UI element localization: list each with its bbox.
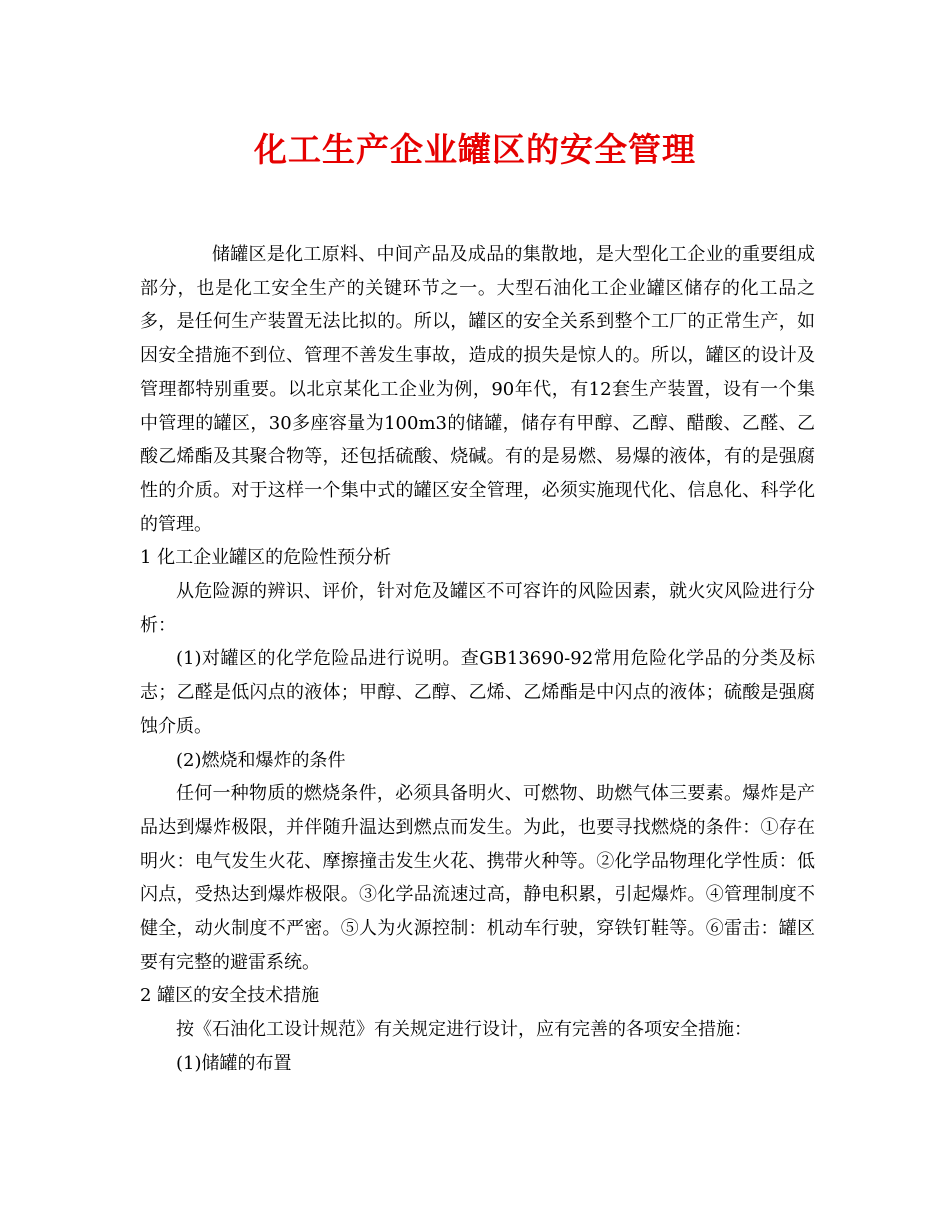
paragraph-hazard-analysis: 从危险源的辨识、评价，针对危及罐区不可容许的风险因素，就火灾风险进行分析： bbox=[140, 581, 815, 636]
paragraph-item-1: (1)对罐区的化学危险品进行说明。查GB13690-92常用危险化学品的分类及标志；乙醛是低闪点的液体；甲醇、乙醇、乙烯、乙烯酯是中闪点的液体；硫酸是强腐蚀介质。 bbox=[140, 648, 815, 737]
paragraph-item-2: (2)燃烧和爆炸的条件 bbox=[176, 749, 346, 771]
paragraph-tank-layout: (1)储罐的布置 bbox=[176, 1052, 292, 1074]
intro-paragraph: 储罐区是化工原料、中间产品及成品的集散地，是大型化工企业的重要组成部分，也是化工安全生产的关键环节之一。大型石油化工企业罐区储存的化工品之多，是任何生产装置无法比拟的。所以，罐区的安全关系到整个工厂的正常生产，如因安全措施不到位、管理不善发生事故，造成的损失是惊人的。所以，罐区的设计及管理都特别重要。以北京某化工企业为例，90年代，有12套生产装置，设有一个集中管理的罐区，30多座容量为100m3的储罐，储存有甲醇、乙醇、醋酸、乙醛、乙酸乙烯酯及其聚合物等，还包括硫酸、烧碱。有的是易燃、易爆的液体，有的是强腐性的介质。对于这样一个集中式的罐区安全管理，必须实施现代化、信息化、科学化的管理。 bbox=[140, 244, 815, 535]
document-body bbox=[140, 238, 815, 1081]
section-heading-1: 1 化工企业罐区的危险性预分析 bbox=[140, 547, 392, 569]
paragraph-safety-measures: 按《石油化工设计规范》有关规定进行设计，应有完善的各项安全措施： bbox=[176, 1019, 752, 1041]
document-title: 化工生产企业罐区的安全管理 bbox=[254, 130, 696, 169]
paragraph-combustion-conditions: 任何一种物质的燃烧条件，必须具备明火、可燃物、助燃气体三要素。爆炸是产品达到爆炸极限，并伴随升温达到燃点而发生。为此，也要寻找燃烧的条件：①存在明火：电气发生火花、摩擦撞击发生火花、携带火种等。②化学品物理化学性质：低闪点，受热达到爆炸极限。③化学品流速过高，静电积累，引起爆炸。④管理制度不健全，动火制度不严密。⑤人为火源控制：机动车行驶，穿铁钉鞋等。⑥雷击：罐区要有完整的避雷系统。 bbox=[140, 783, 815, 973]
section-heading-2: 2 罐区的安全技术措施 bbox=[140, 985, 320, 1007]
